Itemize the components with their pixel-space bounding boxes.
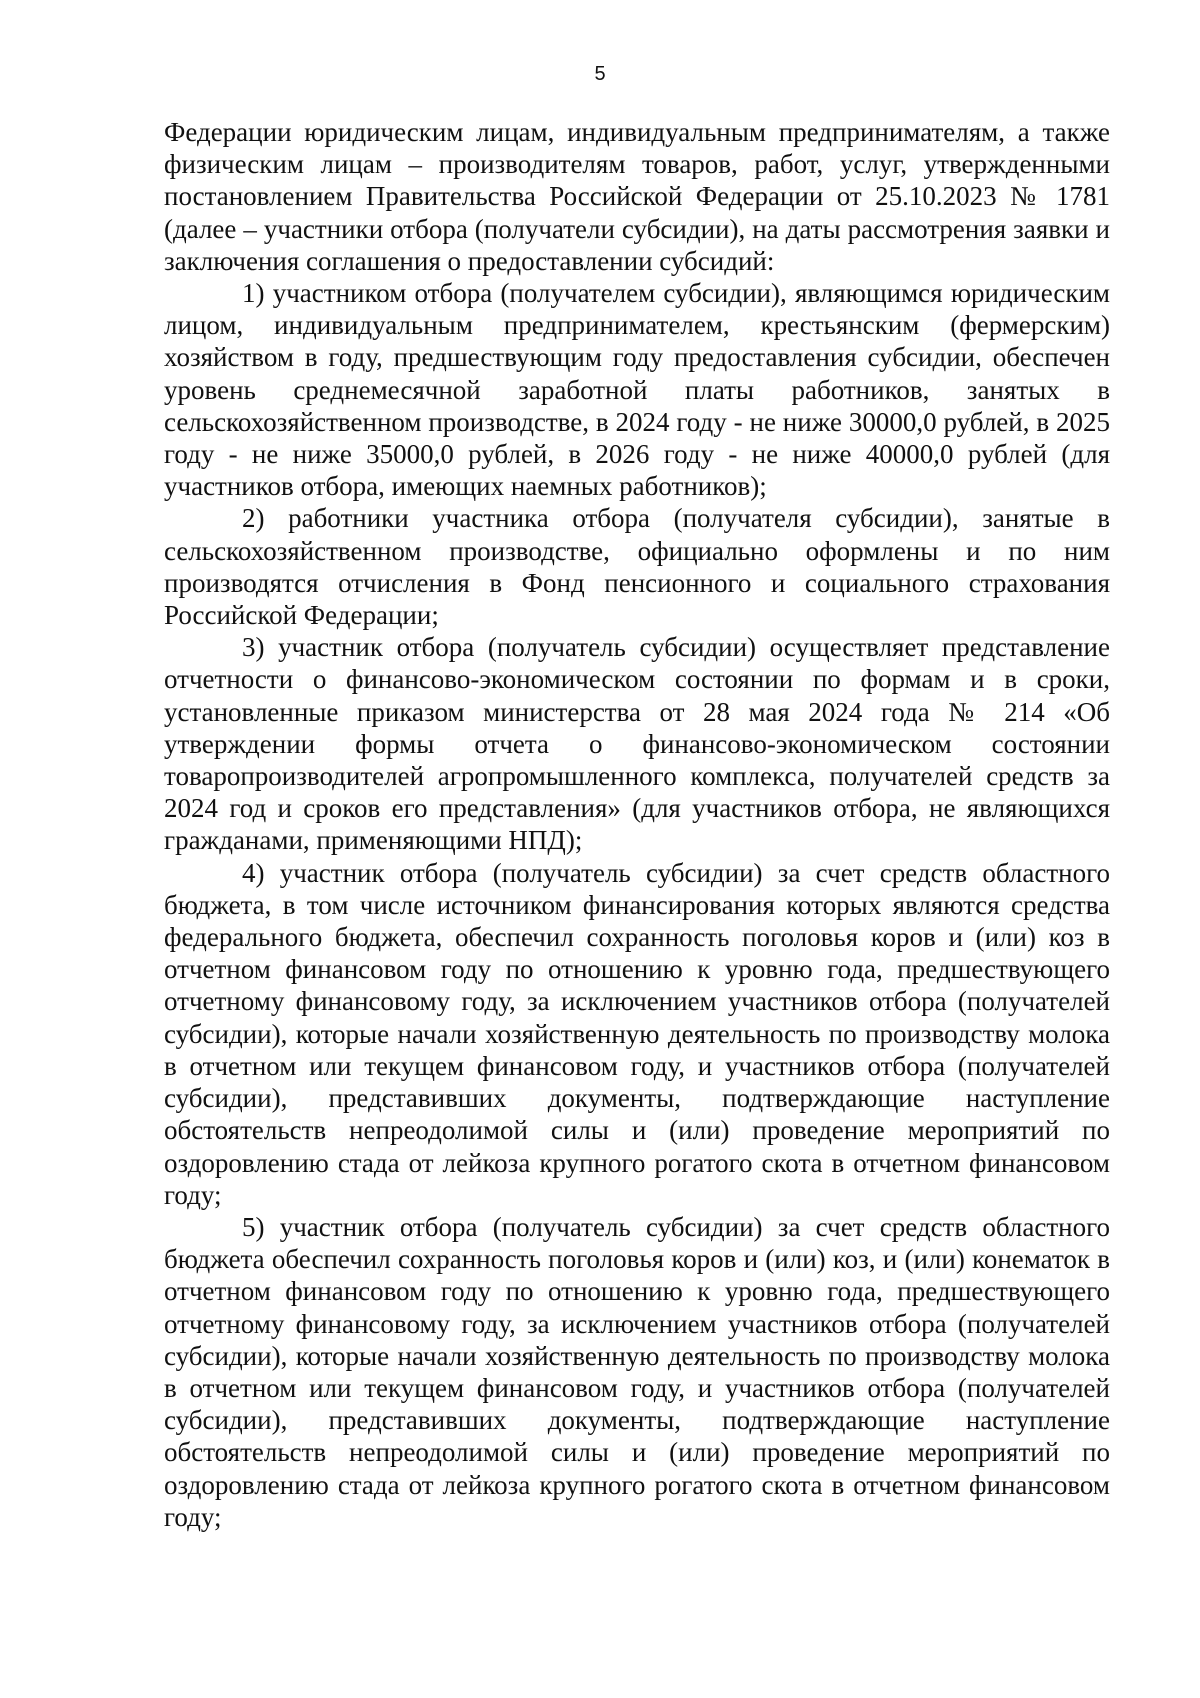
page-number: 5 <box>594 63 606 85</box>
paragraph-item-4: 4) участник отбора (получатель субсидии) за счет средств областного бюджета, в том числе источником финансирования которых являются средства федерального бюджета, обеспечил сохранность поголовья коров и (или) коз в отчетном финансовом году по отношению к уровню года, предшествующего отчетному финансовому году, за исключением участников отбора (получателей субсидии), которые начали хозяйственную деятельность по производству молока в отчетном или текущем финансовом году, и участников отбора (получателей субсидии), представивших документы, подтверждающие наступление обстоятельств непреодолимой силы и (или) проведение мероприятий по оздоровлению стада от лейкоза крупного рогатого скота в отчетном финансовом году; <box>164 857 1110 1210</box>
paragraph-item-5: 5) участник отбора (получатель субсидии) за счет средств областного бюджета обеспечил сохранность поголовья коров и (или) коз, и (или) конематок в отчетном финансовом году по отношению к уровню года, предшествующего отчетному финансовому году, за исключением участников отбора (получателей субсидии), которые начали хозяйственную деятельность по производству молока в отчетном или текущем финансовом году, и участников отбора (получателей субсидии), представивших документы, подтверждающие наступление обстоятельств непреодолимой силы и (или) проведение мероприятий по оздоровлению стада от лейкоза крупного рогатого скота в отчетном финансовом году; <box>164 1211 1110 1532</box>
paragraph-intro: Федерации юридическим лицам, индивидуальным предпринимателям, а также физическим лицам – производителям товаров, работ, услуг, утвержденными постановлением Правительства Российской Федерации от 25.10.2023 № 1781 (далее – участники отбора (получатели субсидии), на даты рассмотрения заявки и заключения соглашения о предоставлении субсидий: <box>164 117 1110 276</box>
paragraph-item-2: 2) работники участника отбора (получателя субсидии), занятые в сельскохозяйственном производстве, официально оформлены и по ним производятся отчисления в Фонд пенсионного и социального страхования Российской Федерации; <box>164 503 1110 631</box>
paragraph-item-3: 3) участник отбора (получатель субсидии) осуществляет представление отчетности о финансово-экономическом состоянии по формам и в сроки, установленные приказом министерства от 28 мая 2024 года № 214 «Об утверждении формы отчета о финансово-экономическом состоянии товаропроизводителей агропромышленного комплекса, получателей средств за 2024 год и сроков его представления» (для участников отбора, не являющихся гражданами, применяющими НПД); <box>164 632 1110 856</box>
paragraph-item-1: 1) участником отбора (получателем субсидии), являющимся юридическим лицом, индивидуальным предпринимателем, крестьянским (фермерским) хозяйством в году, предшествующим году предоставления субсидии, обеспечен уровень среднемесячной заработной платы работников, занятых в сельскохозяйственном производстве, в 2024 году - не ниже 30000,0 рублей, в 2025 году - не ниже 35000,0 рублей, в 2026 году - не ниже 40000,0 рублей (для участников отбора, имеющих наемных работников); <box>164 278 1110 502</box>
document-body <box>164 116 1110 1533</box>
